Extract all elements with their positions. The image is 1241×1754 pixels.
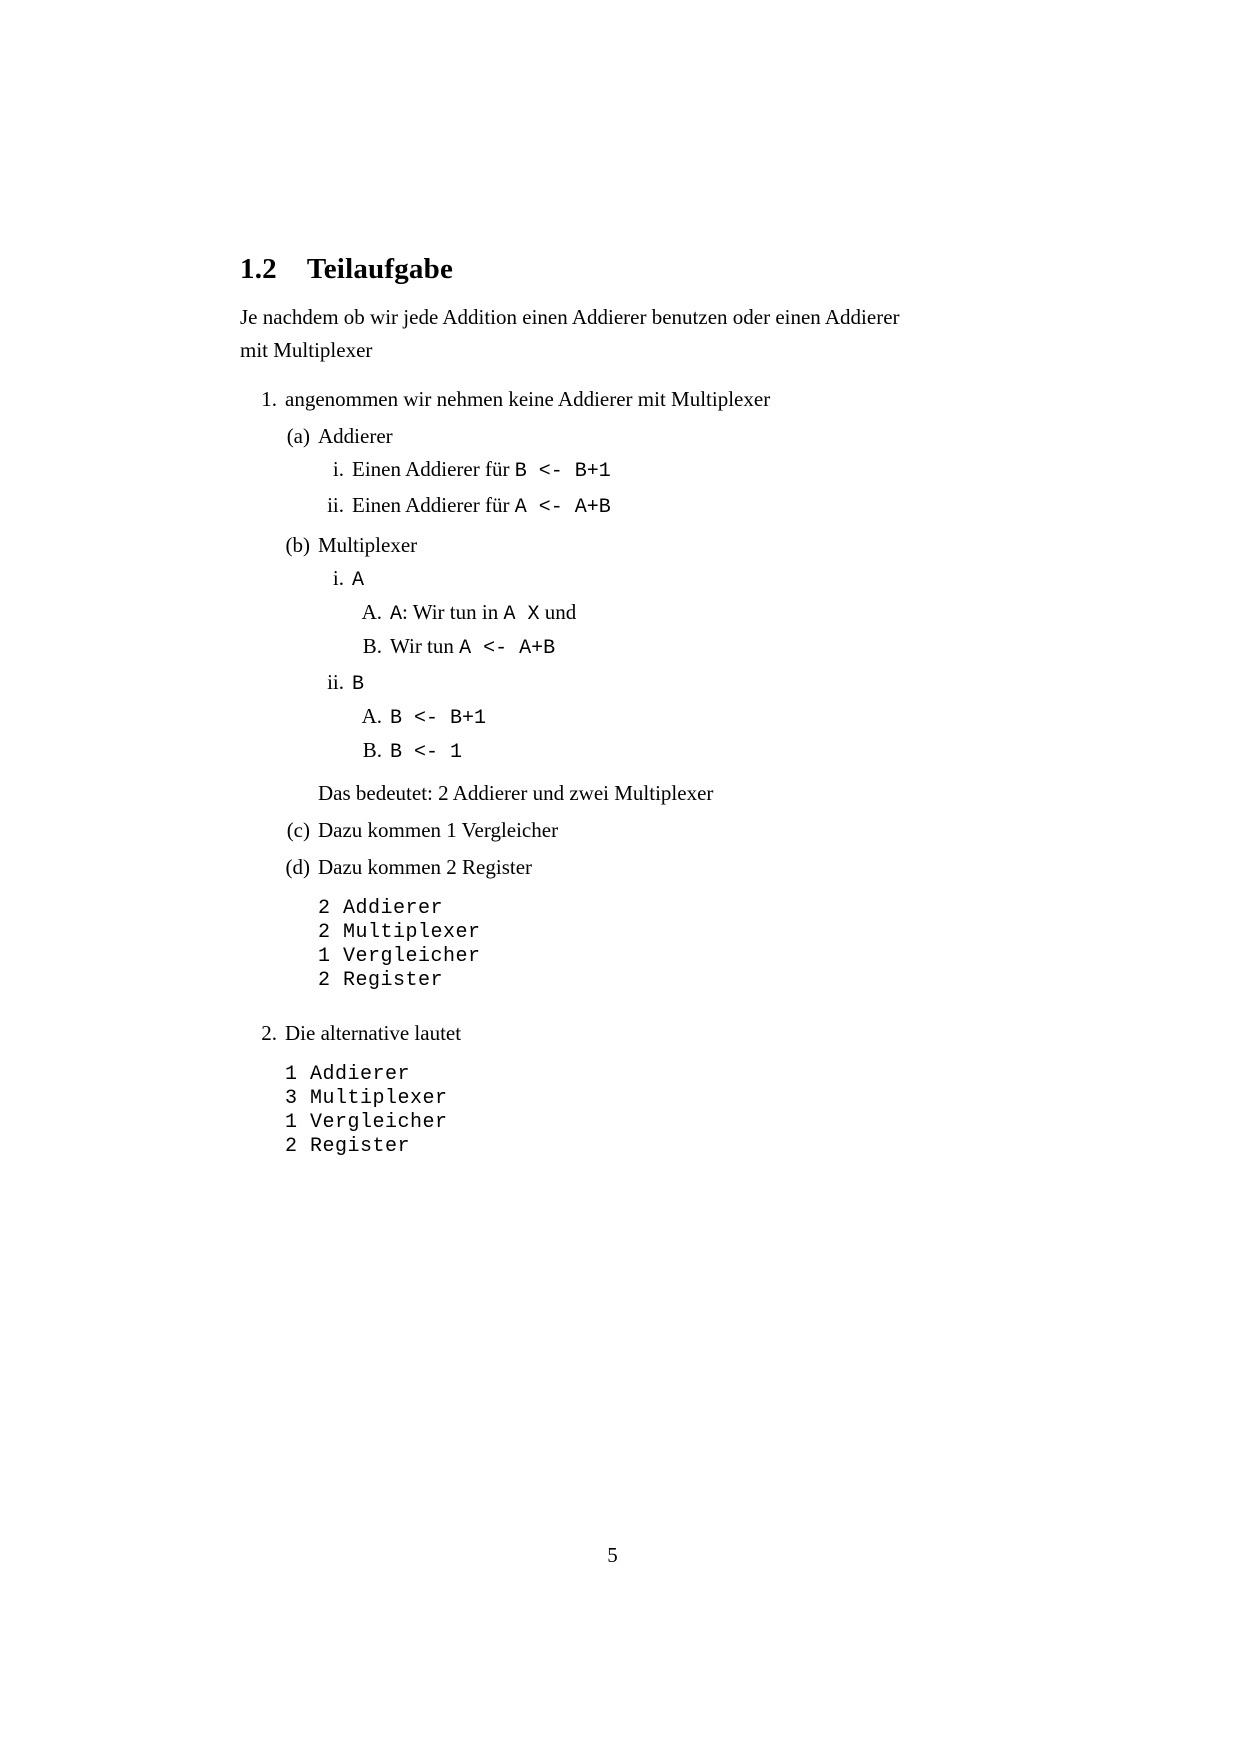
text-segment: A <- A+B	[514, 496, 611, 519]
list-item-label: ii.	[327, 493, 344, 517]
list-item-text	[318, 533, 417, 557]
code-line: 1 Vergleicher	[285, 1111, 448, 1134]
list-item-label: A.	[361, 704, 382, 728]
text-segment: Wir tun	[390, 634, 460, 658]
list-item-text	[390, 634, 555, 658]
code-line: 2 Multiplexer	[318, 921, 481, 944]
list-item	[240, 385, 985, 413]
list-item-text	[285, 1021, 461, 1045]
section-heading	[240, 252, 985, 286]
page-number: 5	[607, 1543, 618, 1567]
list-item-text	[390, 704, 486, 728]
text-segment: B <- B+1	[390, 707, 487, 730]
list-item-label: 2.	[261, 1021, 277, 1045]
list-item-label: (c)	[286, 818, 310, 842]
list-item	[240, 491, 985, 522]
list-item	[240, 668, 985, 699]
text-segment: A	[390, 603, 403, 626]
text-segment: Multiplexer	[318, 533, 418, 557]
text-segment: Dazu kommen 1 Vergleicher	[318, 818, 559, 842]
text-segment: Einen Addierer für	[352, 493, 515, 517]
list-item-text	[352, 493, 611, 517]
list-item-label: (a)	[286, 424, 310, 448]
text-segment: A	[352, 569, 365, 592]
list-item	[240, 736, 985, 767]
list-item-text	[352, 566, 364, 590]
list-item	[240, 564, 985, 595]
text-segment: Dazu kommen 2 Register	[318, 855, 533, 879]
intro-paragraph	[240, 301, 985, 367]
text-segment: B <- 1	[390, 741, 463, 764]
text-segment: und	[539, 600, 577, 624]
list-item-label: ii.	[327, 670, 344, 694]
code-line: 1 Addierer	[285, 1063, 411, 1086]
code-line: 1 Vergleicher	[318, 945, 481, 968]
list-item-text	[318, 818, 558, 842]
code-block	[318, 897, 985, 993]
list-item-label: (b)	[285, 533, 310, 557]
text-segment: Einen Addierer für	[352, 457, 515, 481]
list-item-label: B.	[362, 738, 382, 762]
list-item-label: i.	[332, 457, 344, 481]
list-item-text	[390, 738, 462, 762]
list-item-text	[318, 781, 713, 805]
text-segment: B	[352, 673, 365, 696]
text-segment: B <- B+1	[514, 460, 611, 483]
code-block	[285, 1063, 985, 1159]
outline-list	[240, 385, 985, 1159]
list-item	[240, 632, 985, 663]
list-item	[240, 853, 985, 881]
list-item	[240, 422, 985, 450]
text-segment: A X	[503, 603, 540, 626]
paragraph-line: mit Multiplexer	[240, 338, 373, 362]
code-line: 2 Register	[285, 1135, 411, 1158]
text-block	[240, 0, 985, 1185]
list-item-label: 1.	[261, 387, 277, 411]
list-item	[240, 779, 985, 807]
text-segment: Die alternative lautet	[285, 1021, 462, 1045]
text-segment: Das bedeutet: 2 Addierer und zwei Multiplexer	[318, 781, 714, 805]
list-item	[240, 531, 985, 559]
code-line: 3 Multiplexer	[285, 1087, 448, 1110]
list-item-label: B.	[362, 634, 382, 658]
list-item-label: i.	[332, 566, 344, 590]
list-item	[240, 816, 985, 844]
list-item-text	[352, 670, 364, 694]
section-title: Teilaufgabe	[306, 253, 454, 285]
code-line: 2 Register	[318, 969, 444, 992]
list-item-text	[352, 457, 611, 481]
list-item	[240, 702, 985, 733]
list-item-label: (d)	[285, 855, 310, 879]
code-line: 2 Addierer	[318, 897, 444, 920]
list-item-text	[318, 855, 532, 879]
paragraph-line: Je nachdem ob wir jede Addition einen Addierer benutzen oder einen Addierer	[240, 305, 900, 329]
text-segment: : Wir tun in	[402, 600, 504, 624]
section-number: 1.2	[240, 253, 277, 285]
text-segment: A <- A+B	[459, 637, 556, 660]
list-item	[240, 598, 985, 629]
list-item-text	[285, 387, 770, 411]
list-item	[240, 1019, 985, 1047]
list-item	[240, 455, 985, 486]
text-segment: Addierer	[318, 424, 393, 448]
list-item-label: A.	[361, 600, 382, 624]
text-segment: angenommen wir nehmen keine Addierer mit Multiplexer	[285, 387, 771, 411]
list-item-text	[318, 424, 393, 448]
list-item-text	[390, 600, 576, 624]
